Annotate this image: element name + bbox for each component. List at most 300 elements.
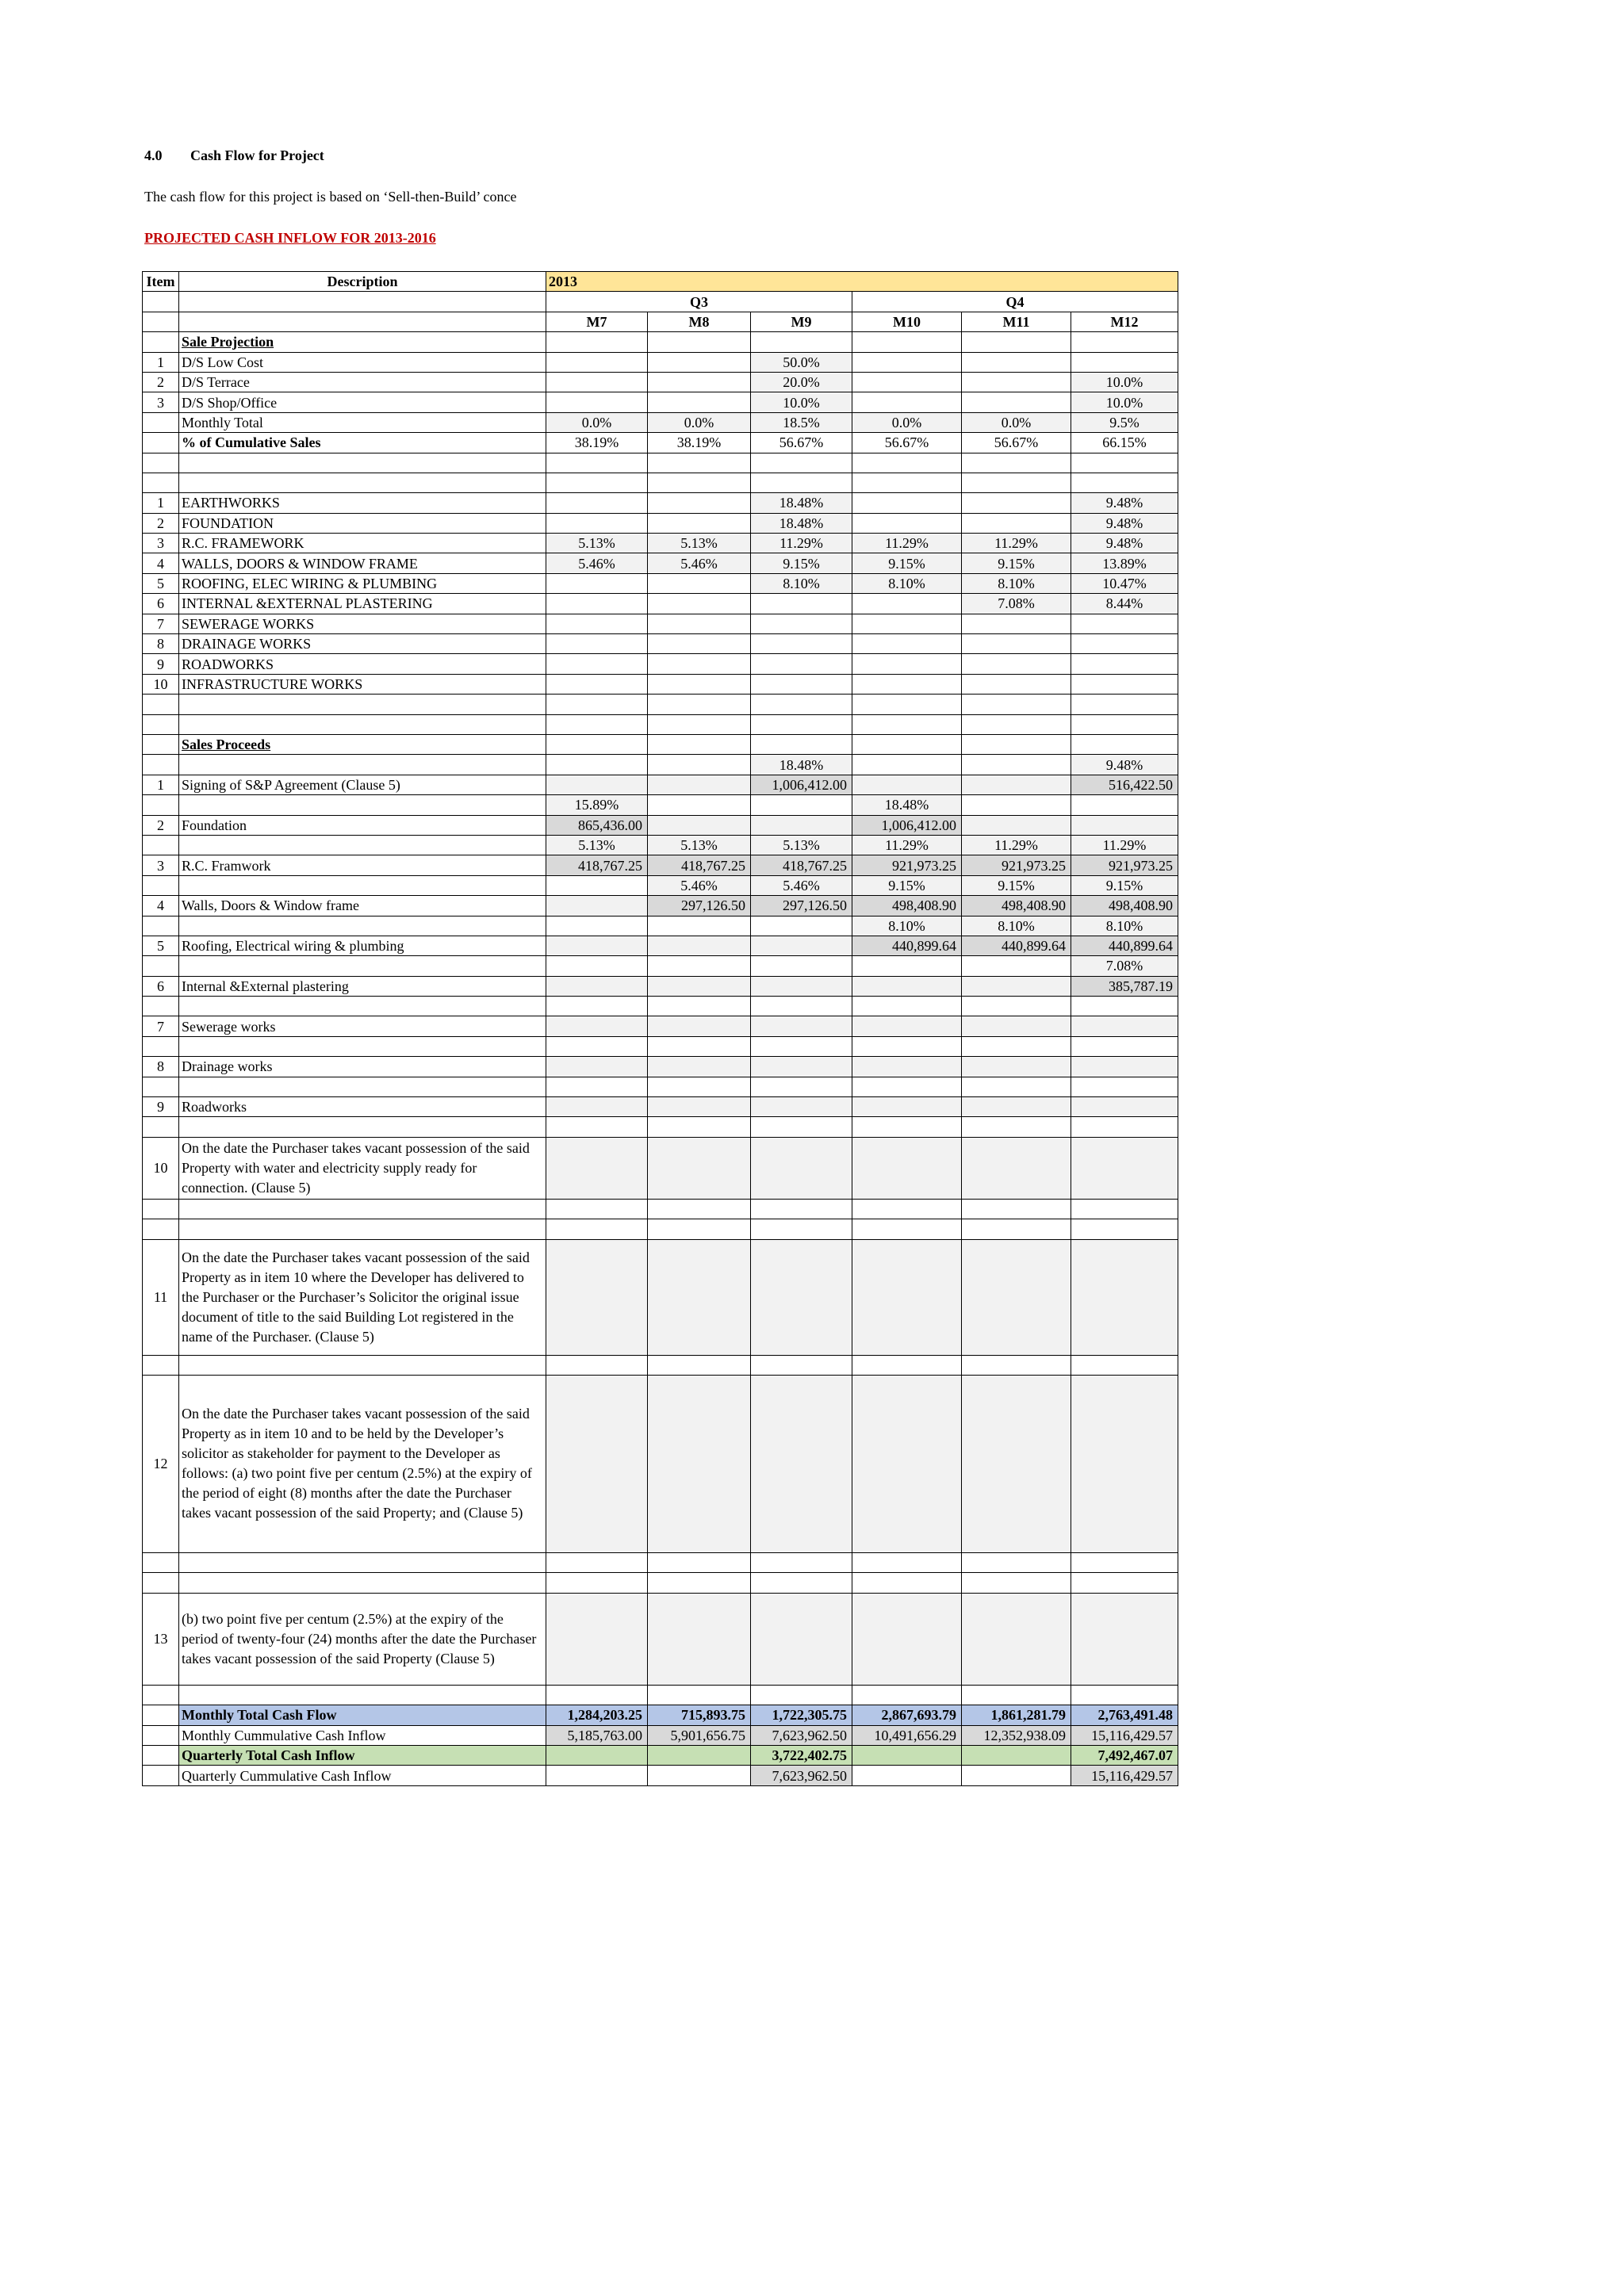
value-cell: 8.10%	[852, 916, 962, 936]
value-cell: 7,492,467.07	[1071, 1745, 1178, 1765]
value-cell	[648, 654, 751, 674]
value-cell	[751, 473, 852, 492]
table-row	[143, 1375, 1178, 1552]
item-number: 1	[143, 775, 179, 794]
table-row	[143, 714, 1178, 734]
item-number: 8	[143, 634, 179, 654]
value-cell	[962, 493, 1071, 513]
value-cell	[648, 1766, 751, 1785]
value-cell	[962, 1219, 1071, 1239]
table-row	[143, 332, 1178, 352]
row-description: Foundation	[179, 815, 546, 835]
value-cell	[962, 956, 1071, 976]
value-cell	[962, 453, 1071, 473]
value-cell	[648, 1057, 751, 1077]
value-cell	[546, 1745, 648, 1765]
row-description: Quarterly Cummulative Cash Inflow	[179, 1766, 546, 1785]
value-cell	[962, 775, 1071, 794]
value-cell	[962, 1057, 1071, 1077]
value-cell	[962, 1355, 1071, 1375]
value-cell	[852, 594, 962, 614]
table-row	[143, 1685, 1178, 1705]
row-description	[179, 997, 546, 1016]
value-cell	[1071, 634, 1178, 654]
value-cell	[852, 1766, 962, 1785]
item-number	[143, 734, 179, 754]
value-cell	[852, 775, 962, 794]
value-cell: 5.46%	[648, 553, 751, 573]
value-cell: 11.29%	[1071, 835, 1178, 855]
value-cell	[852, 1036, 962, 1056]
row-description: FOUNDATION	[179, 513, 546, 533]
table-title: PROJECTED CASH INFLOW FOR 2013-2016	[144, 230, 436, 246]
table-row	[143, 1745, 1178, 1765]
value-cell	[648, 714, 751, 734]
row-description: Monthly Total	[179, 412, 546, 432]
header-item: Item	[143, 272, 179, 292]
value-cell	[852, 1199, 962, 1219]
value-cell	[648, 1036, 751, 1056]
cash-inflow-table	[142, 271, 1178, 1786]
value-cell: 5.13%	[546, 835, 648, 855]
value-cell	[546, 1057, 648, 1077]
value-cell	[648, 1077, 751, 1096]
value-cell	[546, 1077, 648, 1096]
value-cell	[962, 1097, 1071, 1117]
item-number: 2	[143, 815, 179, 835]
value-cell: 921,973.25	[962, 855, 1071, 875]
value-cell: 8.44%	[1071, 594, 1178, 614]
row-description	[179, 1036, 546, 1056]
row-description	[179, 1117, 546, 1137]
value-cell: 0.0%	[962, 412, 1071, 432]
value-cell	[1071, 1355, 1178, 1375]
value-cell	[648, 453, 751, 473]
item-number: 6	[143, 594, 179, 614]
item-number	[143, 1573, 179, 1593]
table-row	[143, 513, 1178, 533]
value-cell	[648, 634, 751, 654]
row-description: Sales Proceeds	[179, 734, 546, 754]
row-description: Internal &External plastering	[179, 976, 546, 996]
value-cell	[1071, 1036, 1178, 1056]
value-cell	[546, 976, 648, 996]
row-description: Monthly Total Cash Flow	[179, 1705, 546, 1725]
header-month: M12	[1071, 312, 1178, 331]
value-cell	[1071, 1573, 1178, 1593]
value-cell	[751, 594, 852, 614]
value-cell	[962, 997, 1071, 1016]
table-row	[143, 1355, 1178, 1375]
table-row	[143, 614, 1178, 633]
value-cell: 9.15%	[852, 875, 962, 895]
item-number: 13	[143, 1593, 179, 1685]
item-number	[143, 433, 179, 453]
value-cell	[546, 1199, 648, 1219]
value-cell: 15,116,429.57	[1071, 1725, 1178, 1745]
item-number	[143, 956, 179, 976]
value-cell	[852, 695, 962, 714]
value-cell	[1071, 654, 1178, 674]
table-row	[143, 916, 1178, 936]
value-cell: 9.5%	[1071, 412, 1178, 432]
value-cell	[546, 1239, 648, 1355]
table-row	[143, 1219, 1178, 1239]
value-cell	[1071, 1057, 1178, 1077]
row-description: D/S Terrace	[179, 372, 546, 392]
value-cell	[546, 775, 648, 794]
value-cell	[546, 392, 648, 412]
value-cell	[546, 875, 648, 895]
value-cell	[648, 352, 751, 372]
table-row	[143, 1036, 1178, 1056]
header-row-year	[143, 272, 1178, 292]
table-row	[143, 775, 1178, 794]
value-cell	[852, 1097, 962, 1117]
value-cell: 10.47%	[1071, 573, 1178, 593]
value-cell	[546, 1355, 648, 1375]
value-cell	[852, 493, 962, 513]
header-blank	[179, 292, 546, 312]
value-cell: 38.19%	[648, 433, 751, 453]
value-cell	[962, 1766, 1071, 1785]
value-cell: 10.0%	[751, 392, 852, 412]
value-cell	[648, 1685, 751, 1705]
item-number	[143, 875, 179, 895]
value-cell	[648, 916, 751, 936]
value-cell: 2,763,491.48	[1071, 1705, 1178, 1725]
value-cell	[546, 1552, 648, 1572]
value-cell	[751, 453, 852, 473]
value-cell: 12,352,938.09	[962, 1725, 1071, 1745]
value-cell	[852, 1745, 962, 1765]
value-cell: 921,973.25	[1071, 855, 1178, 875]
value-cell	[546, 332, 648, 352]
row-description: WALLS, DOORS & WINDOW FRAME	[179, 553, 546, 573]
value-cell	[751, 1016, 852, 1036]
value-cell	[852, 1016, 962, 1036]
header-month: M8	[648, 312, 751, 331]
table-row	[143, 734, 1178, 754]
value-cell	[852, 1219, 962, 1239]
value-cell	[546, 453, 648, 473]
value-cell	[852, 634, 962, 654]
value-cell	[1071, 1685, 1178, 1705]
item-number	[143, 1355, 179, 1375]
value-cell	[751, 1077, 852, 1096]
item-number	[143, 1745, 179, 1765]
item-number: 3	[143, 534, 179, 553]
value-cell	[546, 614, 648, 633]
value-cell	[546, 695, 648, 714]
value-cell: 9.15%	[751, 553, 852, 573]
value-cell: 921,973.25	[852, 855, 962, 875]
value-cell: 15,116,429.57	[1071, 1766, 1178, 1785]
item-number: 10	[143, 674, 179, 694]
table-row	[143, 896, 1178, 916]
header-month: M7	[546, 312, 648, 331]
value-cell	[962, 695, 1071, 714]
value-cell: 56.67%	[852, 433, 962, 453]
value-cell	[962, 795, 1071, 815]
item-number: 6	[143, 976, 179, 996]
value-cell	[546, 1573, 648, 1593]
value-cell	[852, 473, 962, 492]
value-cell: 11.29%	[751, 534, 852, 553]
value-cell	[546, 1766, 648, 1785]
value-cell	[1071, 1593, 1178, 1685]
row-description	[179, 795, 546, 815]
item-number	[143, 473, 179, 492]
value-cell: 56.67%	[962, 433, 1071, 453]
value-cell: 8.10%	[751, 573, 852, 593]
value-cell	[546, 1375, 648, 1552]
value-cell: 5,901,656.75	[648, 1725, 751, 1745]
row-description	[179, 835, 546, 855]
item-number: 5	[143, 936, 179, 955]
value-cell	[852, 1375, 962, 1552]
value-cell: 1,006,412.00	[852, 815, 962, 835]
row-description	[179, 956, 546, 976]
value-cell	[751, 1375, 852, 1552]
table-row	[143, 473, 1178, 492]
value-cell: 1,006,412.00	[751, 775, 852, 794]
value-cell	[751, 936, 852, 955]
row-description: ROOFING, ELEC WIRING & PLUMBING	[179, 573, 546, 593]
value-cell	[751, 1593, 852, 1685]
value-cell	[1071, 674, 1178, 694]
value-cell	[1071, 1016, 1178, 1036]
value-cell: 11.29%	[962, 835, 1071, 855]
value-cell	[852, 372, 962, 392]
value-cell	[962, 1117, 1071, 1137]
value-cell	[1071, 352, 1178, 372]
value-cell	[751, 714, 852, 734]
table-row	[143, 1057, 1178, 1077]
value-cell: 5.46%	[546, 553, 648, 573]
value-cell: 9.15%	[852, 553, 962, 573]
table-row	[143, 1016, 1178, 1036]
value-cell	[962, 714, 1071, 734]
row-description: On the date the Purchaser takes vacant possession of the said Property as in item 10 where the Developer has delivered to the Purchaser or the Purchaser’s Solicitor the original issue document of title to the said Building Lot registered in the name of the Purchaser. (Clause 5)	[179, 1239, 546, 1355]
value-cell	[648, 372, 751, 392]
value-cell	[962, 976, 1071, 996]
value-cell: 5.46%	[648, 875, 751, 895]
item-number	[143, 1036, 179, 1056]
value-cell: 56.67%	[751, 433, 852, 453]
value-cell: 498,408.90	[852, 896, 962, 916]
value-cell: 66.15%	[1071, 433, 1178, 453]
row-description	[179, 695, 546, 714]
value-cell: 10,491,656.29	[852, 1725, 962, 1745]
row-description	[179, 1552, 546, 1572]
value-cell: 5.13%	[648, 534, 751, 553]
table-row	[143, 352, 1178, 372]
value-cell	[1071, 1117, 1178, 1137]
item-number	[143, 997, 179, 1016]
header-blank	[143, 292, 179, 312]
table-row	[143, 956, 1178, 976]
value-cell	[751, 1097, 852, 1117]
value-cell	[962, 473, 1071, 492]
value-cell	[852, 997, 962, 1016]
value-cell	[648, 1097, 751, 1117]
value-cell: 2,867,693.79	[852, 1705, 962, 1725]
value-cell: 418,767.25	[648, 855, 751, 875]
value-cell: 18.48%	[751, 755, 852, 775]
value-cell: 18.5%	[751, 412, 852, 432]
value-cell	[648, 493, 751, 513]
item-number: 1	[143, 352, 179, 372]
row-description: R.C. FRAMEWORK	[179, 534, 546, 553]
value-cell: 13.89%	[1071, 553, 1178, 573]
value-cell: 440,899.64	[852, 936, 962, 955]
value-cell	[852, 1117, 962, 1137]
value-cell	[852, 1239, 962, 1355]
row-description	[179, 473, 546, 492]
table-row	[143, 634, 1178, 654]
item-number: 12	[143, 1375, 179, 1552]
value-cell	[648, 1375, 751, 1552]
table-row	[143, 1766, 1178, 1785]
item-number	[143, 453, 179, 473]
value-cell: 7,623,962.50	[751, 1766, 852, 1785]
value-cell	[962, 1137, 1071, 1199]
row-description	[179, 1355, 546, 1375]
value-cell	[751, 1355, 852, 1375]
value-cell	[962, 1573, 1071, 1593]
item-number	[143, 755, 179, 775]
intro-text: The cash flow for this project is based on ‘Sell-then-Build’ conce	[144, 189, 517, 205]
value-cell	[962, 1016, 1071, 1036]
value-cell	[1071, 1219, 1178, 1239]
table-row	[143, 573, 1178, 593]
value-cell	[648, 815, 751, 835]
row-description: Sale Projection	[179, 332, 546, 352]
row-description: Walls, Doors & Window frame	[179, 896, 546, 916]
row-description	[179, 1077, 546, 1096]
value-cell	[852, 674, 962, 694]
value-cell: 7.08%	[962, 594, 1071, 614]
item-number	[143, 714, 179, 734]
table-row	[143, 1573, 1178, 1593]
row-description: On the date the Purchaser takes vacant possession of the said Property as in item 10 and to be held by the Developer’s solicitor as stakeholder for payment to the Developer as follows: (a) two point five per centum (2.5%) at the expiry of the period of eight (8) months after the date the Purchaser takes vacant possession of the said Property; and (Clause 5)	[179, 1375, 546, 1552]
value-cell	[648, 1199, 751, 1219]
value-cell	[648, 594, 751, 614]
item-number	[143, 332, 179, 352]
value-cell	[962, 1077, 1071, 1096]
table-row	[143, 1593, 1178, 1685]
value-cell	[648, 997, 751, 1016]
item-number	[143, 1685, 179, 1705]
value-cell	[751, 674, 852, 694]
table-row	[143, 815, 1178, 835]
value-cell	[1071, 1077, 1178, 1096]
row-description: EARTHWORKS	[179, 493, 546, 513]
value-cell	[751, 1685, 852, 1705]
row-description: Quarterly Total Cash Inflow	[179, 1745, 546, 1765]
value-cell	[546, 1593, 648, 1685]
table-row	[143, 654, 1178, 674]
value-cell	[751, 815, 852, 835]
value-cell	[546, 1097, 648, 1117]
row-description: D/S Low Cost	[179, 352, 546, 372]
value-cell: 0.0%	[852, 412, 962, 432]
value-cell	[1071, 332, 1178, 352]
value-cell	[648, 976, 751, 996]
row-description: R.C. Framwork	[179, 855, 546, 875]
header-row-month	[143, 312, 1178, 331]
value-cell	[852, 1593, 962, 1685]
item-number	[143, 835, 179, 855]
value-cell	[751, 1552, 852, 1572]
value-cell	[852, 513, 962, 533]
value-cell: 5.13%	[546, 534, 648, 553]
row-description	[179, 875, 546, 895]
value-cell	[546, 573, 648, 593]
header-q3: Q3	[546, 292, 852, 312]
value-cell: 8.10%	[1071, 916, 1178, 936]
item-number: 5	[143, 573, 179, 593]
section-heading	[144, 147, 324, 164]
row-description: Sewerage works	[179, 1016, 546, 1036]
value-cell: 385,787.19	[1071, 976, 1178, 996]
value-cell	[648, 332, 751, 352]
header-month: M9	[751, 312, 852, 331]
value-cell	[962, 815, 1071, 835]
table-row	[143, 855, 1178, 875]
value-cell: 10.0%	[1071, 392, 1178, 412]
value-cell	[546, 594, 648, 614]
value-cell: 11.29%	[962, 534, 1071, 553]
value-cell	[962, 1552, 1071, 1572]
table-row	[143, 936, 1178, 955]
row-description: (b) two point five per centum (2.5%) at the expiry of the period of twenty-four (24) months after the date the Purchaser takes vacant possession of the said Property (Clause 5)	[179, 1593, 546, 1685]
item-number	[143, 1219, 179, 1239]
value-cell	[546, 1685, 648, 1705]
value-cell: 498,408.90	[1071, 896, 1178, 916]
value-cell	[751, 695, 852, 714]
row-description: On the date the Purchaser takes vacant possession of the said Property with water and electricity supply ready for connection. (Clause 5)	[179, 1137, 546, 1199]
value-cell	[852, 1057, 962, 1077]
value-cell	[546, 372, 648, 392]
value-cell	[648, 755, 751, 775]
value-cell: 9.48%	[1071, 755, 1178, 775]
value-cell: 1,861,281.79	[962, 1705, 1071, 1725]
item-number: 8	[143, 1057, 179, 1077]
row-description	[179, 755, 546, 775]
value-cell	[962, 1685, 1071, 1705]
value-cell	[962, 1036, 1071, 1056]
value-cell	[648, 1593, 751, 1685]
value-cell	[648, 614, 751, 633]
item-number: 10	[143, 1137, 179, 1199]
value-cell	[852, 956, 962, 976]
value-cell	[1071, 614, 1178, 633]
value-cell: 9.48%	[1071, 534, 1178, 553]
item-number: 1	[143, 493, 179, 513]
value-cell: 1,722,305.75	[751, 1705, 852, 1725]
value-cell: 418,767.25	[751, 855, 852, 875]
value-cell	[751, 1199, 852, 1219]
item-number: 9	[143, 1097, 179, 1117]
value-cell	[648, 1239, 751, 1355]
value-cell	[751, 1239, 852, 1355]
item-number: 3	[143, 855, 179, 875]
item-number: 11	[143, 1239, 179, 1355]
value-cell	[751, 916, 852, 936]
value-cell	[852, 1077, 962, 1096]
